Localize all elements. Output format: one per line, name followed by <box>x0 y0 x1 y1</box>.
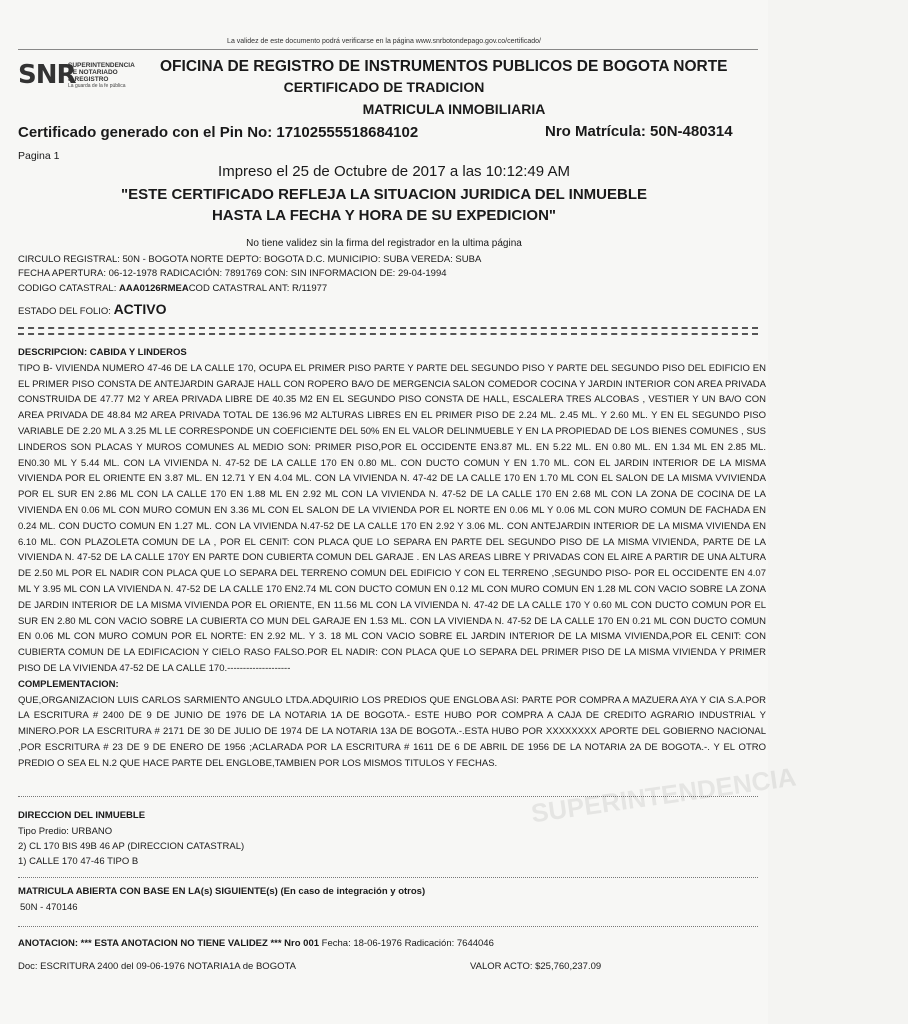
anotacion-label: ANOTACION: *** ESTA ANOTACION NO TIENE VALIDEZ *** Nro 001 <box>18 938 320 949</box>
logo-line-3: & REGISTRO <box>68 76 109 83</box>
logo-line-2: DE NOTARIADO <box>68 69 118 76</box>
circulo-registral: CIRCULO REGISTRAL: 50N - BOGOTA NORTE DEPTO: BOGOTA D.C. MUNICIPIO: SUBA VEREDA: SUBA <box>18 254 482 265</box>
matricula-abierta-title: MATRICULA ABIERTA CON BASE EN LA(s) SIGUIENTE(s) (En caso de integración y otros) <box>18 886 426 897</box>
codigo-label: CODIGO CATASTRAL: <box>18 283 119 294</box>
tipo-predio: Tipo Predio: URBANO <box>18 826 113 837</box>
disclaimer-line-1: "ESTE CERTIFICADO REFLEJA LA SITUACION JURIDICA DEL INMUEBLE <box>120 186 648 203</box>
pin-line: Certificado generado con el Pin No: 17102555518684102 <box>18 124 419 141</box>
page-number: Pagina 1 <box>18 150 60 162</box>
estado-label: ESTADO DEL FOLIO: <box>18 306 114 317</box>
top-rule <box>18 49 758 50</box>
office-title: OFICINA DE REGISTRO DE INSTRUMENTOS PUBLICOS DE BOGOTA NORTE <box>160 58 728 75</box>
anotacion-line <box>18 938 494 949</box>
watermark: SUPERINTENDENCIA <box>529 761 798 829</box>
verification-note: La validez de este documento podrá verificarse en la página www.snrbotondepago.gov.co/certificado/ <box>227 38 541 45</box>
matricula-number: Nro Matrícula: 50N-480314 <box>545 123 733 140</box>
estado-folio <box>18 301 166 317</box>
fecha-apertura: FECHA APERTURA: 06-12-1978 RADICACIÓN: 7891769 CON: SIN INFORMACION DE: 29-04-1994 <box>18 268 447 279</box>
direccion-catastral: 2) CL 170 BIS 49B 46 AP (DIRECCION CATASTRAL) <box>18 841 245 852</box>
complementacion-title: COMPLEMENTACION: <box>18 678 119 690</box>
certificate-title: CERTIFICADO DE TRADICION <box>283 79 485 95</box>
descripcion-text: TIPO B- VIVIENDA NUMERO 47-46 DE LA CALLE 170, OCUPA EL PRIMER PISO PARTE Y PARTE DEL SEGUNDO PISO Y PARTE DEL SEGUNDO PISO DEL EDIFICIO EN EL PRIMER PISO CONSTA DE ANTEJARDIN GARAJE HALL CON ROPERO BA/O DE MERGENCIA SALON COMEDOR COCINA Y JARDIN INTERIOR CON AREA PRIVADA CONSTRUIDA DE 47.77 M2 Y AREA PRIVADA LIBRE DE 40.35 M2 EN EL SEGUNDO PISO CONSTA DE HALL, ESCALERA TRES ALCOBAS , VESTIER Y UN BA/O CON AREA PRIVADA DE 48.84 M2 AREA PRIVADA TOTAL DE 136.96 M2 ALTURAS LIBRES EN EL PRIMER PISO DE 2.24 ML. 2.45 ML. Y 2.60 ML. Y EN EL SEGUNDO PISO VARIABLE DE 2.20 ML A 3.25 ML LE CORRESPONDE UN COEFICIENTE DEL 50% EN EL VALOR DELINMUEBLE Y EN LA PROPIEDAD DE LOS BIENES COMUNES , SUS LINDEROS SON PLACAS Y MUROS COMUNES AL MEDIO SON: PRIMER PISO,POR EL OCCIDENTE EN3.87 ML. EN 5.22 ML. EN 0.80 ML. EN 1.34 ML EN 2.85 ML. EN0.30 ML Y 5.44 ML. CON LA VIVIENDA N. 47-52 DE LA CALLE 170 EN 0.80 ML. CON DUCTO COMUN Y EN 1.70 ML. CON EL JARDIN INTERIOR DE LA MISMA VIVIENDA POR EL ORIENTE EN 3.87 ML. EN 12.71 Y EN 4.04 ML. CON LA VIVIENDA N. 47-42 DE LA CALLE 170 EN 1.70 ML CON EL SALON DE LA MISMA VVIVIENDA POR EL SUR EN 2.86 ML CON LA CALLE 170 EN 1.88 ML EN 2.92 ML CON LA VIVIENDA N. 47-52 DE LA CALLE 170 EN 2.68 ML CON LA ZONA DE COCINA DE LA VIVIENDA EN 0.06 ML CON MURO COMUN EN 3.36 ML CON EL SALON DE LA VIVIENDA POR EL NORTE EN 0.06 ML Y 0.06 ML CON MURO COMUN DE FACHADA EN 0.24 ML. CON DUCTO COMUN EN 1.27 ML. CON LA VIVIENDA N.47-52 DE LA CALLE 170 EN 2.92 Y 3.06 ML. CON ANTEJARDIN INTERIOR DE LA MISMA VIVIENDA EN 6.10 ML. CON PLAZOLETA COMUN DE LA , POR EL CENIT: CON PLACA QUE LO SEPARA EN PARTE DEL SEGUNDO PISO DE LA MISMA VIVIENDA, PARTE DE LA VIVIENDA N. 47-52 DE LA CALLE 170Y EN PARTE DON CUBIERTA COMUN DEL GARAJE . EN LAS AREAS LIBRE Y PRIVADAS CON EL AIRE A PARTIR DE UNA ALTURA DE 2.50 ML POR EL NADIR CON PLACA QUE LO SEPARA DEL TERRENO COMUN DEL EDIFICIO Y CON EL TERRENO ,SEGUNDO PISO- POR EL OCCIDENTE EN 4.07 ML Y 3.95 ML CON LA VIVIENDA N. 47-52 DE LA CALLE 170 EN2.74 ML CON DUCTO COMUN EN 0.12 ML CON MURO COMUN EN 1.28 ML CON VACIO SOBRE LA ZONA DE JARDIN INTERIOR DE LA MISMA VIVIENDA POR EL ORIENTE, EN 11.56 ML CON LA VIVIENDA N. 47-42 DE LA CALLE 170 Y 0.60 ML CON DUCTO COMUN POR EL SUR EN 2.80 ML CON VACIO SOBRE LA CUBIERTA CO MUN DEL GARAJE EN 1.53 ML. CON LA VIVIENDA N. 47-52 DE LA CALLE 170 EN 0.21 ML CON DUCTO COMUN EN 0.06 ML CON MURO COMUN POR EL NORTE: EN 2.92 ML. Y 3. 18 ML CON VACIO SOBRE EL JARDIN INTERIOR DE LA MISMA VIVIENDA,POR EL CENIT: CON CUBIERTA COMUN DE LA EDIFICACION Y CIELO RASO FALSO.POR EL NADIR: CON PLACA QUE LO SEPARA DEL PRIMER PISO DE LA MISMA VIVIENDA Y PRIMER PISO DE LA VIVIENDA 47-52 DE LA CALLE 170.-------------------- <box>18 362 766 674</box>
matricula-abierta-value: 50N - 470146 <box>20 902 78 913</box>
descripcion-section <box>18 345 766 772</box>
logo-subtitle: La guarda de la fe pública <box>68 83 126 89</box>
codigo-ant: COD CATASTRAL ANT: R/11977 <box>188 283 328 294</box>
anotacion-doc: Doc: ESCRITURA 2400 del 09-06-1976 NOTARIA1A de BOGOTA <box>18 961 296 972</box>
anotacion-fecha: Fecha: 18-06-1976 Radicación: 7644046 <box>319 938 494 949</box>
estado-value: ACTIVO <box>113 301 167 317</box>
disclaimer-line-2: HASTA LA FECHA Y HORA DE SU EXPEDICION" <box>211 207 557 224</box>
codigo-value: AAA0126RMEA <box>119 283 189 294</box>
codigo-catastral <box>18 283 327 294</box>
section-divider <box>18 333 758 335</box>
validity-note: No tiene validez sin la firma del registrador en la ultima página <box>246 238 522 249</box>
descripcion-title: DESCRIPCION: CABIDA Y LINDEROS <box>18 347 187 358</box>
matricula-title: MATRICULA INMOBILIARIA <box>362 101 546 117</box>
dotted-divider <box>18 926 758 927</box>
valor-acto: VALOR ACTO: $25,760,237.09 <box>470 961 602 972</box>
print-date: Impreso el 25 de Octubre de 2017 a las 10:12:49 AM <box>218 163 570 180</box>
logo-line-1: SUPERINTENDENCIA <box>68 62 135 69</box>
logo-mark: SNR <box>18 60 76 90</box>
complementacion-text: QUE,ORGANIZACION LUIS CARLOS SARMIENTO ANGULO LTDA.ADQUIRIO LOS PREDIOS QUE ENGLOBA ASI: PARTE POR COMPRA A MAZUERA AYA Y CIA S.A.POR LA ESCRITURA # 2400 DE 9 DE JUNIO DE 1976 DE LA NOTARIA 1A DE BOGOTA.- ESTE HUBO POR COMPRA A CAJA DE CREDITO AGRARIO INDUSTRIAL Y MINERO.POR LA ESCRITURA # 2171 DE 30 DE JULIO DE 1974 DE LA NOTARIA 13A DE BOGOTA.-.ESTA HUBO POR XXXXXXXX APORTE DEL GOBIERNO NACIONAL ,POR ESCRITURA # 23 DE 9 DE ENERO DE 1956 ;ACLARADA POR LA ESCRITURA # 1611 DE 6 DE ABRIL DE 1956 DE LA NOTARIA 2A DE BOGOTA.-. Y EL OTRO PREDIO O SEA EL N.2 QUE HACE PARTE DEL ENGLOBE,TAMBIEN POR LOS MISMOS TITULOS Y FECHAS. <box>18 694 766 769</box>
direccion-title: DIRECCION DEL INMUEBLE <box>18 810 146 821</box>
dotted-divider <box>18 877 758 878</box>
section-divider <box>18 327 758 329</box>
direccion-principal: 1) CALLE 170 47-46 TIPO B <box>18 856 139 867</box>
